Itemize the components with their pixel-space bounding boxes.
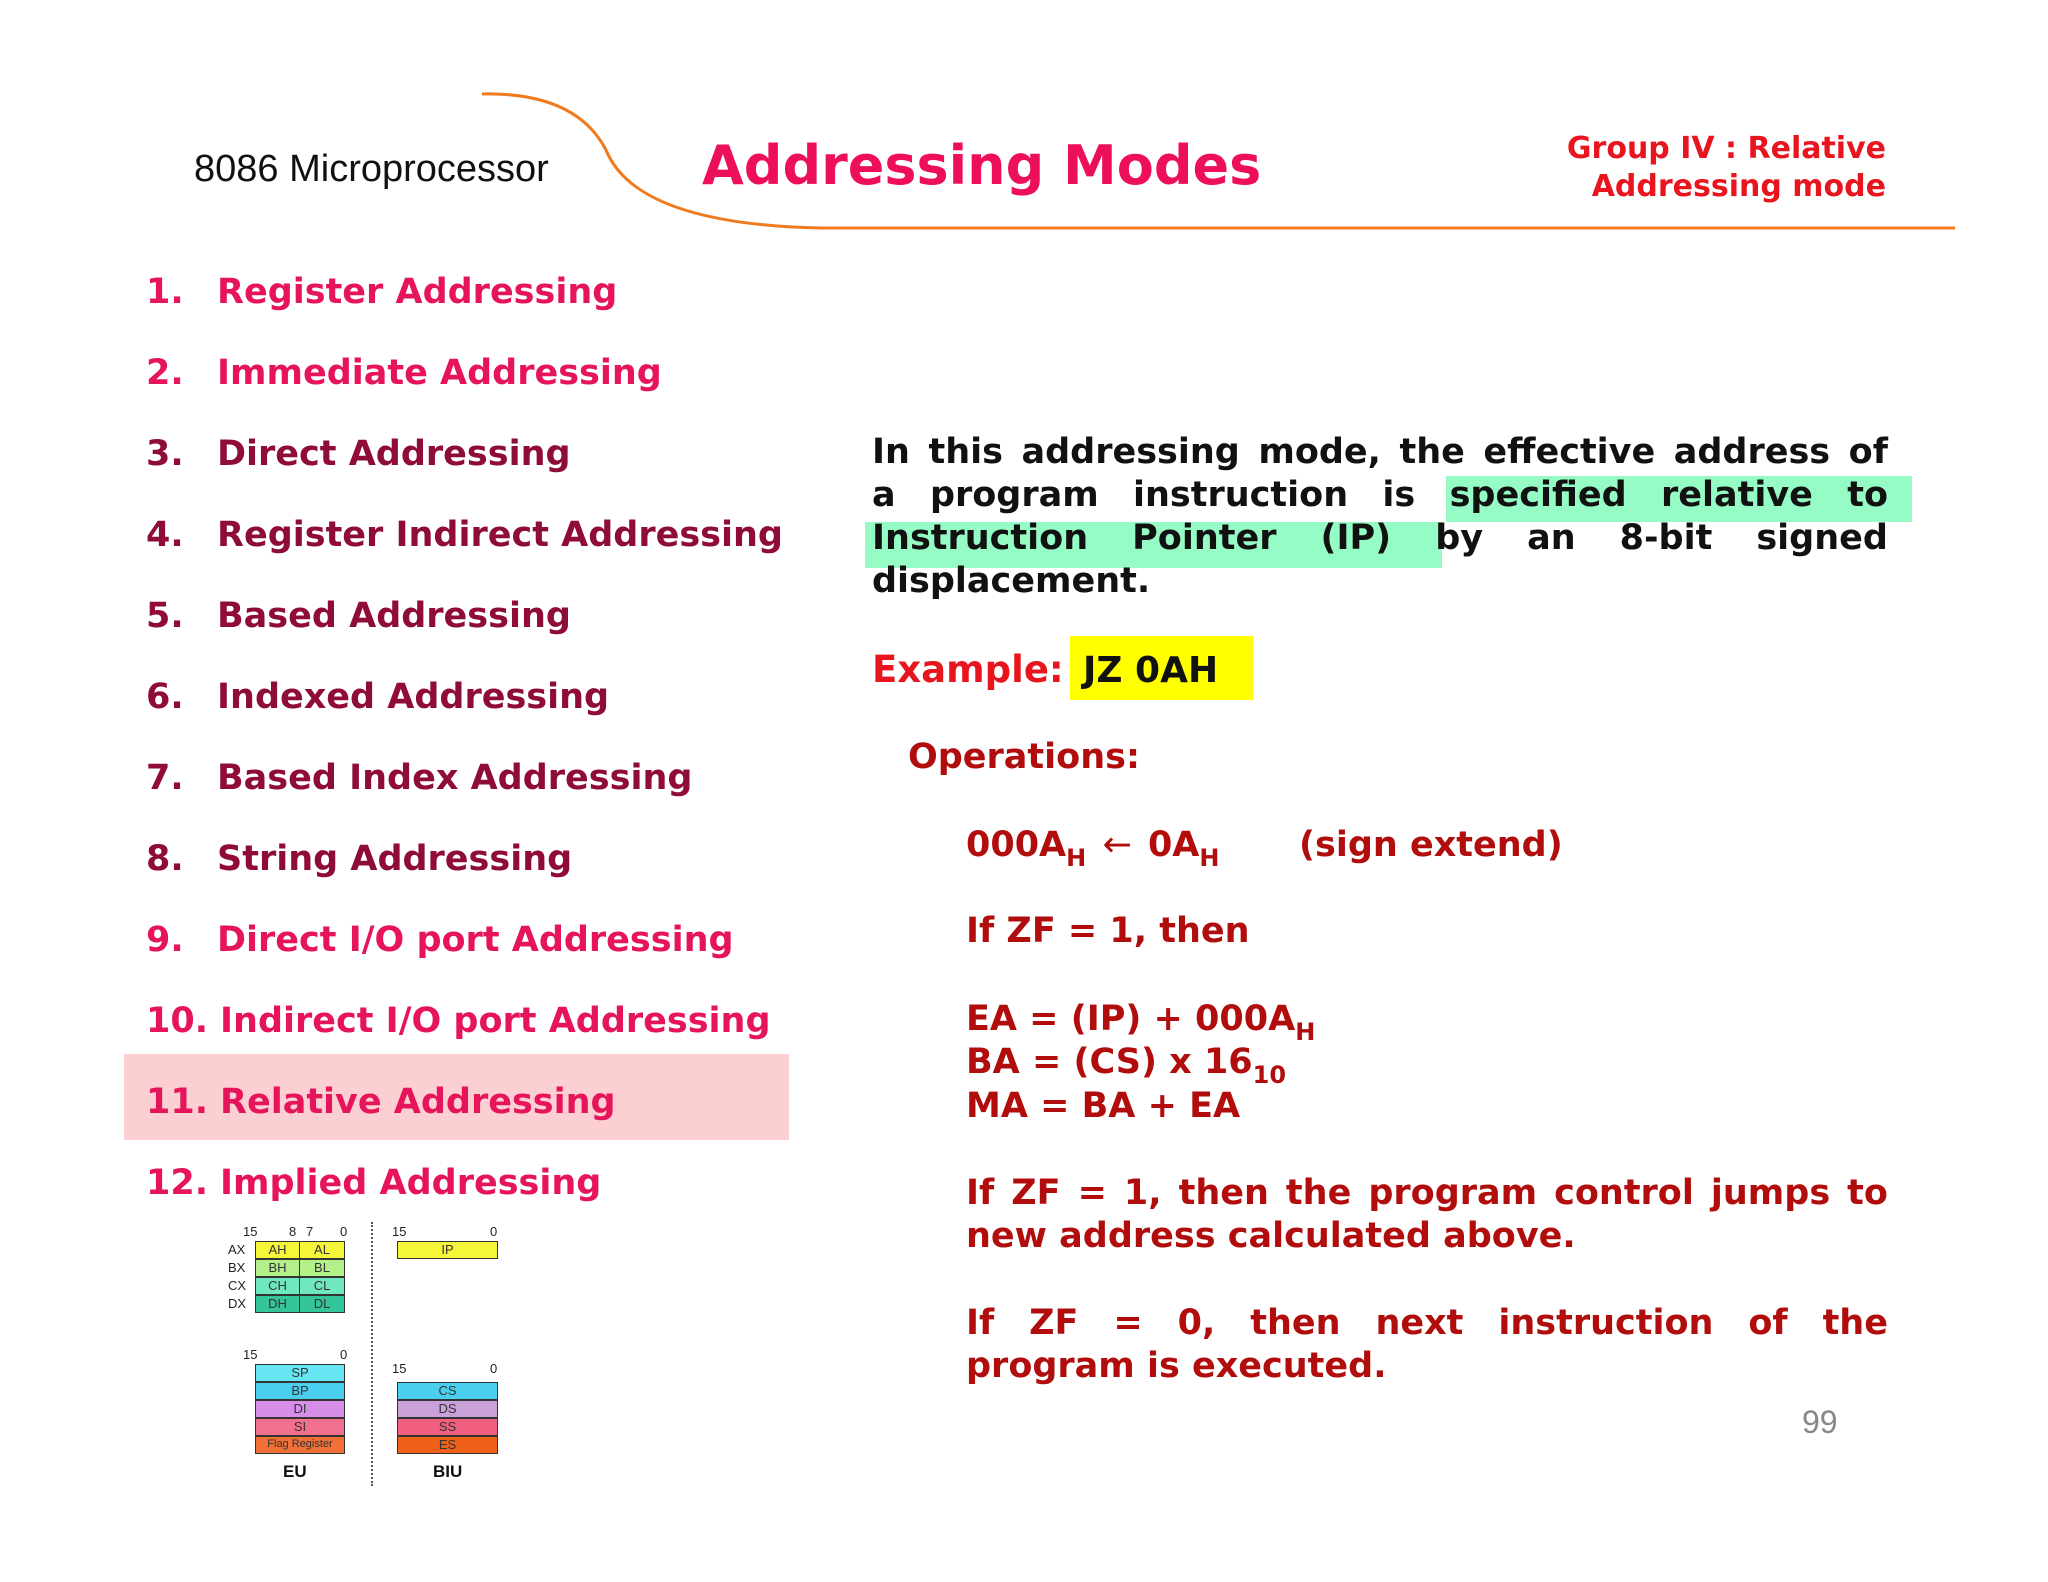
word: If — [966, 1173, 995, 1213]
menu-item-number: 11. — [146, 1082, 209, 1122]
register-name-ax: AX — [228, 1242, 246, 1257]
menu-item-label: Direct Addressing — [217, 434, 571, 474]
operations-heading: Operations: — [908, 737, 1140, 777]
menu-item-label: Indexed Addressing — [217, 677, 610, 717]
bit-label: 7 — [306, 1224, 314, 1239]
menu-item-number: 12. — [146, 1163, 209, 1203]
eu-biu-divider — [371, 1222, 373, 1486]
word: program — [929, 475, 1099, 515]
bit-label: 15 — [243, 1224, 258, 1239]
word: by — [1435, 518, 1484, 558]
course-title: 8086 Microprocessor — [194, 148, 549, 190]
menu-item-number: 1. — [146, 272, 184, 312]
word: next — [1375, 1303, 1464, 1343]
next-instruction-description: If ZF = 0, then next instruction of the program is executed. — [966, 1303, 1888, 1386]
word: to — [1847, 475, 1888, 515]
bit-label: 0 — [490, 1224, 498, 1239]
word: specified — [1449, 475, 1627, 515]
register-ch: CH — [255, 1277, 300, 1295]
register-bp: BP — [255, 1382, 345, 1400]
register-cs: CS — [397, 1382, 498, 1400]
menu-item-label: Based Addressing — [217, 596, 571, 636]
menu-item — [146, 596, 571, 636]
menu-item-label: Immediate Addressing — [217, 353, 662, 393]
menu-item-number: 10. — [146, 1001, 209, 1041]
word: relative — [1661, 475, 1813, 515]
word: effective — [1483, 432, 1656, 472]
word: ZF — [1029, 1303, 1079, 1343]
register-bh: BH — [255, 1259, 300, 1277]
description-line-3 — [872, 517, 1888, 560]
register-ds: DS — [397, 1400, 498, 1418]
page-number: 99 — [1802, 1404, 1838, 1440]
menu-item — [146, 677, 609, 717]
menu-item-number: 2. — [146, 353, 184, 393]
word: jumps — [1710, 1173, 1831, 1213]
register-name-dx: DX — [228, 1296, 247, 1311]
word: the — [1285, 1173, 1352, 1213]
menu-item-number: 6. — [146, 677, 184, 717]
word: 8-bit — [1619, 518, 1713, 558]
word: 0, — [1177, 1303, 1216, 1343]
word: is — [1382, 475, 1416, 515]
word: = — [1113, 1303, 1143, 1343]
menu-item — [146, 1082, 616, 1122]
page-title: Addressing Modes — [702, 134, 1262, 197]
word: In — [872, 432, 910, 472]
word: instruction — [1133, 475, 1349, 515]
bit-label: 15 — [392, 1361, 407, 1376]
menu-item-label: String Addressing — [217, 839, 573, 879]
menu-item — [146, 758, 692, 798]
word: control — [1554, 1173, 1694, 1213]
menu-item-number: 9. — [146, 920, 184, 960]
menu-item — [146, 1001, 771, 1041]
group-label: Group IV : Relative Addressing mode — [1566, 131, 1886, 204]
register-bl: BL — [299, 1259, 345, 1277]
menu-item-number: 7. — [146, 758, 184, 798]
example-code: JZ 0AH — [1083, 650, 1219, 691]
menu-item — [146, 515, 783, 555]
word: the — [1822, 1303, 1888, 1343]
word: address — [1673, 432, 1831, 472]
word: (IP) — [1320, 518, 1392, 558]
menu-item — [146, 1163, 601, 1203]
word: 1, — [1123, 1173, 1162, 1213]
register-si: SI — [255, 1418, 345, 1436]
register-ip: IP — [397, 1241, 498, 1259]
menu-item — [146, 353, 662, 393]
menu-item — [146, 920, 734, 960]
description-line-1 — [872, 431, 1888, 474]
word: program — [1368, 1173, 1538, 1213]
word: Pointer — [1132, 518, 1277, 558]
word: to — [1847, 1173, 1888, 1213]
word: If — [966, 1303, 995, 1343]
word: a — [872, 475, 896, 515]
bit-label: 15 — [243, 1347, 258, 1362]
register-name-bx: BX — [228, 1260, 246, 1275]
register-es: ES — [397, 1436, 498, 1454]
register-ss: SS — [397, 1418, 498, 1436]
word: then — [1250, 1303, 1341, 1343]
word: this — [928, 432, 1003, 472]
register-di: DI — [255, 1400, 345, 1418]
example-label: Example: — [872, 648, 1064, 691]
eu-caption: EU — [283, 1462, 307, 1481]
menu-item — [146, 272, 617, 312]
menu-item-number: 5. — [146, 596, 184, 636]
menu-item-label: Relative Addressing — [220, 1082, 616, 1122]
word: = — [1077, 1173, 1107, 1213]
menu-item-number: 4. — [146, 515, 184, 555]
bit-label: 0 — [340, 1347, 348, 1362]
menu-item-label: Register Indirect Addressing — [217, 515, 783, 555]
word: of — [1748, 1303, 1788, 1343]
menu-item-label: Implied Addressing — [220, 1163, 602, 1203]
bit-label: 0 — [490, 1361, 498, 1376]
register-al: AL — [299, 1241, 345, 1259]
menu-item — [146, 839, 572, 879]
if-zf-1-line: If ZF = 1, then — [966, 911, 1250, 951]
word: signed — [1756, 518, 1888, 558]
ea-equation: EA = $(IP) + 000A_H$ — [966, 999, 1316, 1046]
word: an — [1527, 518, 1576, 558]
word: the — [1399, 432, 1465, 472]
menu-item-number: 3. — [146, 434, 184, 474]
menu-item-label: Direct I/O port Addressing — [217, 920, 734, 960]
menu-item-label: Register Addressing — [217, 272, 618, 312]
register-cl: CL — [299, 1277, 345, 1295]
sign-extend-expression: $000A_H$ ← $0A_H$ — [966, 825, 1220, 872]
jump-description: If ZF = 1, then the program control jumps to new address calculated above. — [966, 1173, 1888, 1256]
register-sp: SP — [255, 1364, 345, 1382]
description-paragraph — [872, 431, 1888, 603]
biu-caption: BIU — [433, 1462, 463, 1481]
menu-item-label: Based Index Addressing — [217, 758, 693, 798]
word: ZF — [1011, 1173, 1061, 1213]
register-dl: DL — [299, 1295, 345, 1313]
description-line-4: displacement. — [872, 561, 1151, 601]
register-name-cx: CX — [228, 1278, 247, 1293]
bit-label: 8 — [289, 1224, 297, 1239]
register-ah: AH — [255, 1241, 300, 1259]
ma-equation: MA = BA + EA — [966, 1086, 1241, 1126]
word: instruction — [1498, 1303, 1714, 1343]
word: then — [1178, 1173, 1269, 1213]
menu-item-label: Indirect I/O port Addressing — [220, 1001, 771, 1041]
word: of — [1848, 432, 1888, 472]
bit-label: 0 — [340, 1224, 348, 1239]
word: mode, — [1258, 432, 1381, 472]
word: Instruction — [872, 518, 1089, 558]
sign-extend-note: (sign extend) — [1299, 825, 1563, 865]
description-line-2 — [872, 474, 1888, 517]
register-flags: Flag Register — [255, 1436, 345, 1454]
register-dh: DH — [255, 1295, 300, 1313]
menu-item — [146, 434, 571, 474]
ba-equation: BA = (CS) x $16_{10}$ — [966, 1042, 1287, 1089]
word: addressing — [1021, 432, 1240, 472]
bit-label: 15 — [392, 1224, 407, 1239]
menu-item-number: 8. — [146, 839, 184, 879]
